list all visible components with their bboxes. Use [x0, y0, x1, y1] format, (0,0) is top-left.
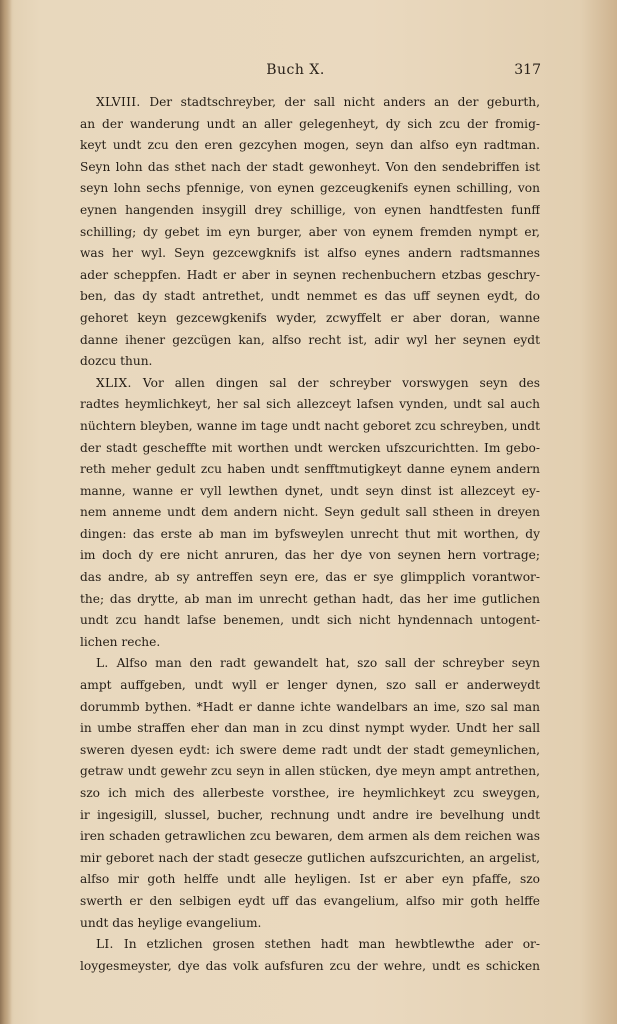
- text-line: Seyn lohn das sthet nach der stadt gewonheyt. Von den sendebriffen ist: [80, 159, 540, 174]
- running-title: Buch X.: [266, 62, 325, 78]
- text-line: seyn lohn sechs pfennige, von eynen gezceugkenifs eynen schilling, von: [80, 181, 540, 196]
- text-line: dingen: das erste ab man im byfsweylen unrecht thut mit worthen, dy: [80, 526, 540, 541]
- text-line: loygesmeyster, dye das volk aufsfuren zcu der wehre, undt es schicken: [80, 958, 540, 973]
- text-line: alfso mir goth helffe undt alle heyligen. Ist er aber eyn pfaffe, szo: [80, 872, 540, 887]
- text-line: [80, 934, 540, 956]
- text-line: ir ingesigill, slussel, bucher, rechnung undt andre ire bevelhung undt: [80, 807, 540, 822]
- text-line: [80, 653, 540, 675]
- text-line: manne, wanne er vyll lewthen dynet, undt seyn dinst ist allezceyt ey-: [80, 483, 540, 498]
- section-number: L.: [96, 656, 117, 671]
- body-text: [80, 92, 540, 977]
- text-line: eynen hangenden insygill drey schillige, von eynen handtfesten funff: [80, 202, 540, 217]
- text-line: nüchtern bleyben, wanne im tage undt nacht geboret zcu schreyben, undt: [80, 418, 540, 433]
- paragraph-li: [80, 934, 540, 977]
- text-line: mir geboret nach der stadt gesecze gutlichen aufszcurichten, an argelist,: [80, 850, 540, 865]
- text-line: was her wyl. Seyn gezcewgknifs ist alfso eynes andern radtsmannes: [80, 246, 540, 261]
- section-number: XLVIII.: [96, 95, 150, 109]
- text-line: lichen reche.: [80, 634, 161, 649]
- section-number: LI.: [96, 937, 124, 952]
- text-line: in umbe straffen eher dan man in zcu dinst nympt wyder. Undt her sall: [80, 721, 540, 736]
- text-line: undt zcu handt lafse benemen, undt sich nicht hyndennach untogent-: [80, 613, 540, 628]
- page-number: 317: [514, 62, 541, 78]
- text-line: swerth er den selbigen eydt uff das evangelium, alfso mir goth helffe: [80, 893, 540, 908]
- text-line: der stadt gescheffte mit worthen undt wercken ufszcurichtten. Im gebo-: [80, 440, 540, 455]
- text-line: getraw undt gewehr zcu seyn in allen stücken, dye meyn ampt antrethen,: [80, 764, 540, 779]
- section-number: XLIX.: [96, 375, 143, 390]
- text-line: [80, 373, 540, 395]
- text-line: schilling; dy gebet im eyn burger, aber von eynem fremden nympt er,: [80, 224, 540, 239]
- text-line: the; das drytte, ab man im unrecht gethan hadt, das her ime gutlichen: [80, 591, 540, 606]
- text-line: szo ich mich des allerbeste vorsthee, ire heymlichkeyt zcu sweygen,: [80, 786, 540, 800]
- text-line: an der wanderung undt an aller gelegenheyt, dy sich zcu der fromig-: [80, 116, 540, 131]
- text-line: ader scheppfen. Hadt er aber in seynen rechenbuchern etzbas geschry-: [80, 267, 540, 282]
- line-text: Der stadtschreyber, der sall nicht anders an der geburth,: [149, 95, 540, 109]
- line-text: Vor allen dingen sal der schreyber vorswygen seyn des: [142, 375, 540, 390]
- page-header: [80, 62, 541, 84]
- text-line: undt das heylige evangelium.: [80, 915, 262, 930]
- text-line: dorummb bythen. *Hadt er danne ichte wandelbars an ime, szo sal man: [80, 699, 540, 714]
- paragraph-l: [80, 653, 540, 934]
- text-line: ampt auffgeben, undt wyll er lenger dynen, szo sall er anderweydt: [80, 678, 540, 693]
- line-text: Alfso man den radt gewandelt hat, szo sall der schreyber seyn: [116, 656, 540, 671]
- text-line: danne ihener gezcügen kan, alfso recht ist, adir wyl her seynen eydt: [80, 332, 540, 347]
- line-text: In etzlichen grosen stethen hadt man hewbtlewthe ader or-: [123, 937, 540, 952]
- text-line: das andre, ab sy antreffen seyn ere, das er sye glimpplich vorantwor-: [80, 570, 540, 585]
- text-line: im doch dy ere nicht anruren, das her dye von seynen hern vortrage;: [80, 548, 540, 563]
- text-line: reth meher gedult zcu haben undt senfftmutigkeyt danne eynem andern: [80, 462, 540, 477]
- text-line: nem anneme undt dem andern nicht. Seyn gedult sall stheen in dreyen: [80, 505, 540, 520]
- text-line: keyt undt zcu den eren gezcyhen mogen, seyn dan alfso eyn radtman.: [80, 138, 540, 153]
- text-line: radtes heymlichkeyt, her sal sich allezceyt lafsen vynden, undt sal auch: [80, 397, 540, 412]
- text-line: iren schaden getrawlichen zcu bewaren, dem armen als dem reichen was: [80, 829, 540, 844]
- text-line: gehoret keyn gezcewgkenifs wyder, zcwyffelt er aber doran, wanne: [80, 310, 540, 325]
- text-line: ben, das dy stadt antrethet, undt nemmet es das uff seynen eydt, do: [80, 289, 540, 304]
- text-line: [80, 92, 540, 114]
- paragraph-xlviii: [80, 92, 540, 373]
- text-line: sweren dyesen eydt: ich swere deme radt undt der stadt gemeynlichen,: [80, 742, 540, 757]
- paragraph-xlix: [80, 373, 540, 654]
- text-line: dozcu thun.: [80, 354, 153, 369]
